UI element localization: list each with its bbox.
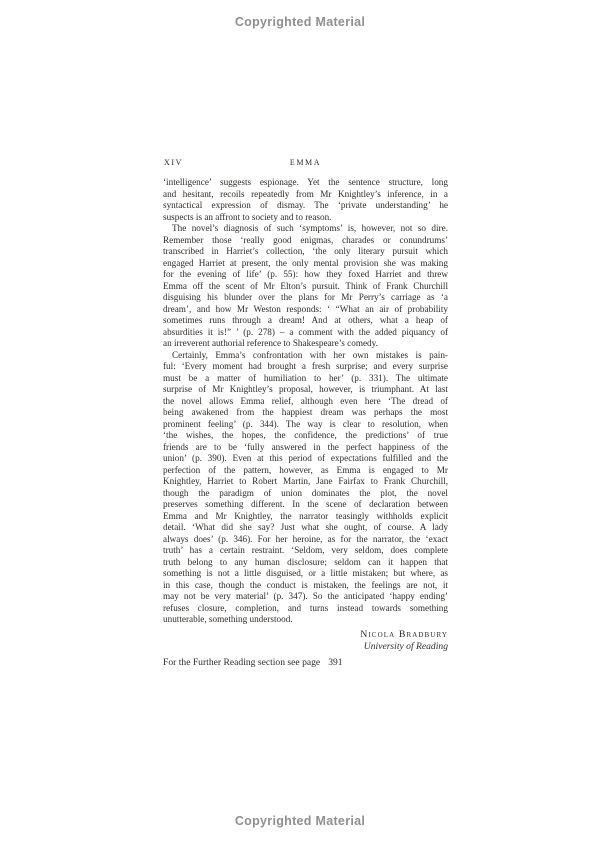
body-line: may not be very material’ (p. 347). So the anticipated ‘happy ending’ <box>163 591 448 601</box>
body-line: dream’, and how Mr Weston responds: ‘ “What an air of probability <box>163 303 448 314</box>
further-reading-page-ref: 391 <box>328 656 343 668</box>
body-line: and hesitant, recoils repeatedly from Mr Knightley’s inference, in a <box>163 188 448 199</box>
body-line: Remember those ‘really good enigmas, charades or conundrums’ <box>163 234 448 245</box>
running-title: EMMA <box>289 158 322 167</box>
body-line: must be a matter of humiliation to her’ (p. 331). The ultimate <box>163 372 448 383</box>
body-text <box>163 177 448 626</box>
body-line: ‘intelligence’ suggests espionage. Yet the sentence structure, long <box>163 177 448 187</box>
body-line: detail. ‘What did she say? Just what she ought, of course. A lady <box>163 522 448 532</box>
body-line: truth’ has a certain restraint. ‘Seldom, very seldom, does complete <box>163 545 448 555</box>
body-line: union’ (p. 390). Even at this period of expectations fulfilled and the <box>163 453 448 463</box>
body-line: suspects is an affront to society and to reason. <box>163 211 332 222</box>
body-line: perfection of the pattern, however, as Emma is engaged to Mr <box>163 464 448 475</box>
running-header <box>163 158 448 168</box>
copyright-watermark-top: Copyrighted Material <box>234 15 366 29</box>
further-reading-text: For the Further Reading section see page <box>163 656 321 668</box>
body-line: engaged Harriet at present, the only mental provision she was making <box>163 257 448 268</box>
body-line: sometimes runs through a dream! And at others, what a heap of <box>163 315 448 325</box>
body-line: for the evening of life’ (p. 55): how they foxed Harriet and threw <box>163 269 448 279</box>
further-reading-note <box>163 657 448 668</box>
body-line: ful: ‘Every moment had brought a fresh surprise; and every surprise <box>163 361 448 371</box>
body-line: something is not a little disguised, or a little mistaken; but where, as <box>163 568 448 578</box>
body-line: refuses closure, completion, and turns instead towards something <box>163 602 448 613</box>
body-line: disguising his blunder over the plans for Mr Perry’s carriage as ‘a <box>163 292 448 302</box>
body-line: preserves something different. In the scene of declaration between <box>163 499 448 509</box>
body-line: in this case, though the conduct is mistaken, the feelings are not, it <box>163 579 448 590</box>
body-line: always does’ (p. 346). For her heroine, as for the narrator, the ‘exact <box>163 533 448 544</box>
body-line: though the paradigm of union dominates the plot, the novel <box>163 487 448 498</box>
page-number-roman: XIV <box>164 158 184 167</box>
body-line: unutterable, something understood. <box>163 614 293 624</box>
body-line: The novel’s diagnosis of such ‘symptoms’ is, however, not so dire. <box>172 223 448 233</box>
body-line: Knightley, Harriet to Robert Martin, Jane Fairfax to Frank Churchill, <box>163 476 448 486</box>
body-line: friends are to be ‘fully answered in the perfect happiness of the <box>163 441 448 452</box>
body-line: absurdities it is!” ’ (p. 278) – a comment with the added piquancy of <box>163 326 448 337</box>
body-line: ‘the wishes, the hopes, the confidence, the predictions’ of true <box>163 430 448 440</box>
body-line: the novel allows Emma relief, although even here ‘The dread of <box>163 395 448 406</box>
author-affiliation: University of Reading <box>363 640 448 652</box>
body-line: Emma and Mr Knightley, the narrator teasingly withholds explicit <box>163 510 448 521</box>
body-line: surprise of Mr Knightley’s proposal, however, is triumphant. At last <box>163 384 448 394</box>
body-line: truth belong to any human disclosure; seldom can it happen that <box>163 556 448 567</box>
body-line: an irreverent authorial reference to Shakespeare’s comedy. <box>163 338 378 348</box>
body-line: being awakened from the happiest dream was perhaps the most <box>163 407 448 417</box>
body-line: prominent feeling’ (p. 344). The way is clear to resolution, when <box>163 418 448 429</box>
copyright-watermark-bottom: Copyrighted Material <box>234 814 366 828</box>
body-line: transcribed in Harriet’s collection, ‘the only literary pursuit which <box>163 246 448 256</box>
text-block <box>163 158 448 668</box>
body-line: Emma off the scent of Mr Elton’s pursuit. Think of Frank Churchill <box>163 280 448 291</box>
signature-block <box>163 629 448 652</box>
body-line: Certainly, Emma’s confrontation with her own mistakes is pain- <box>172 349 448 360</box>
author-name: Nicola Bradbury <box>360 628 448 640</box>
body-line: syntactical expression of dismay. The ‘private understanding’ he <box>163 200 448 210</box>
